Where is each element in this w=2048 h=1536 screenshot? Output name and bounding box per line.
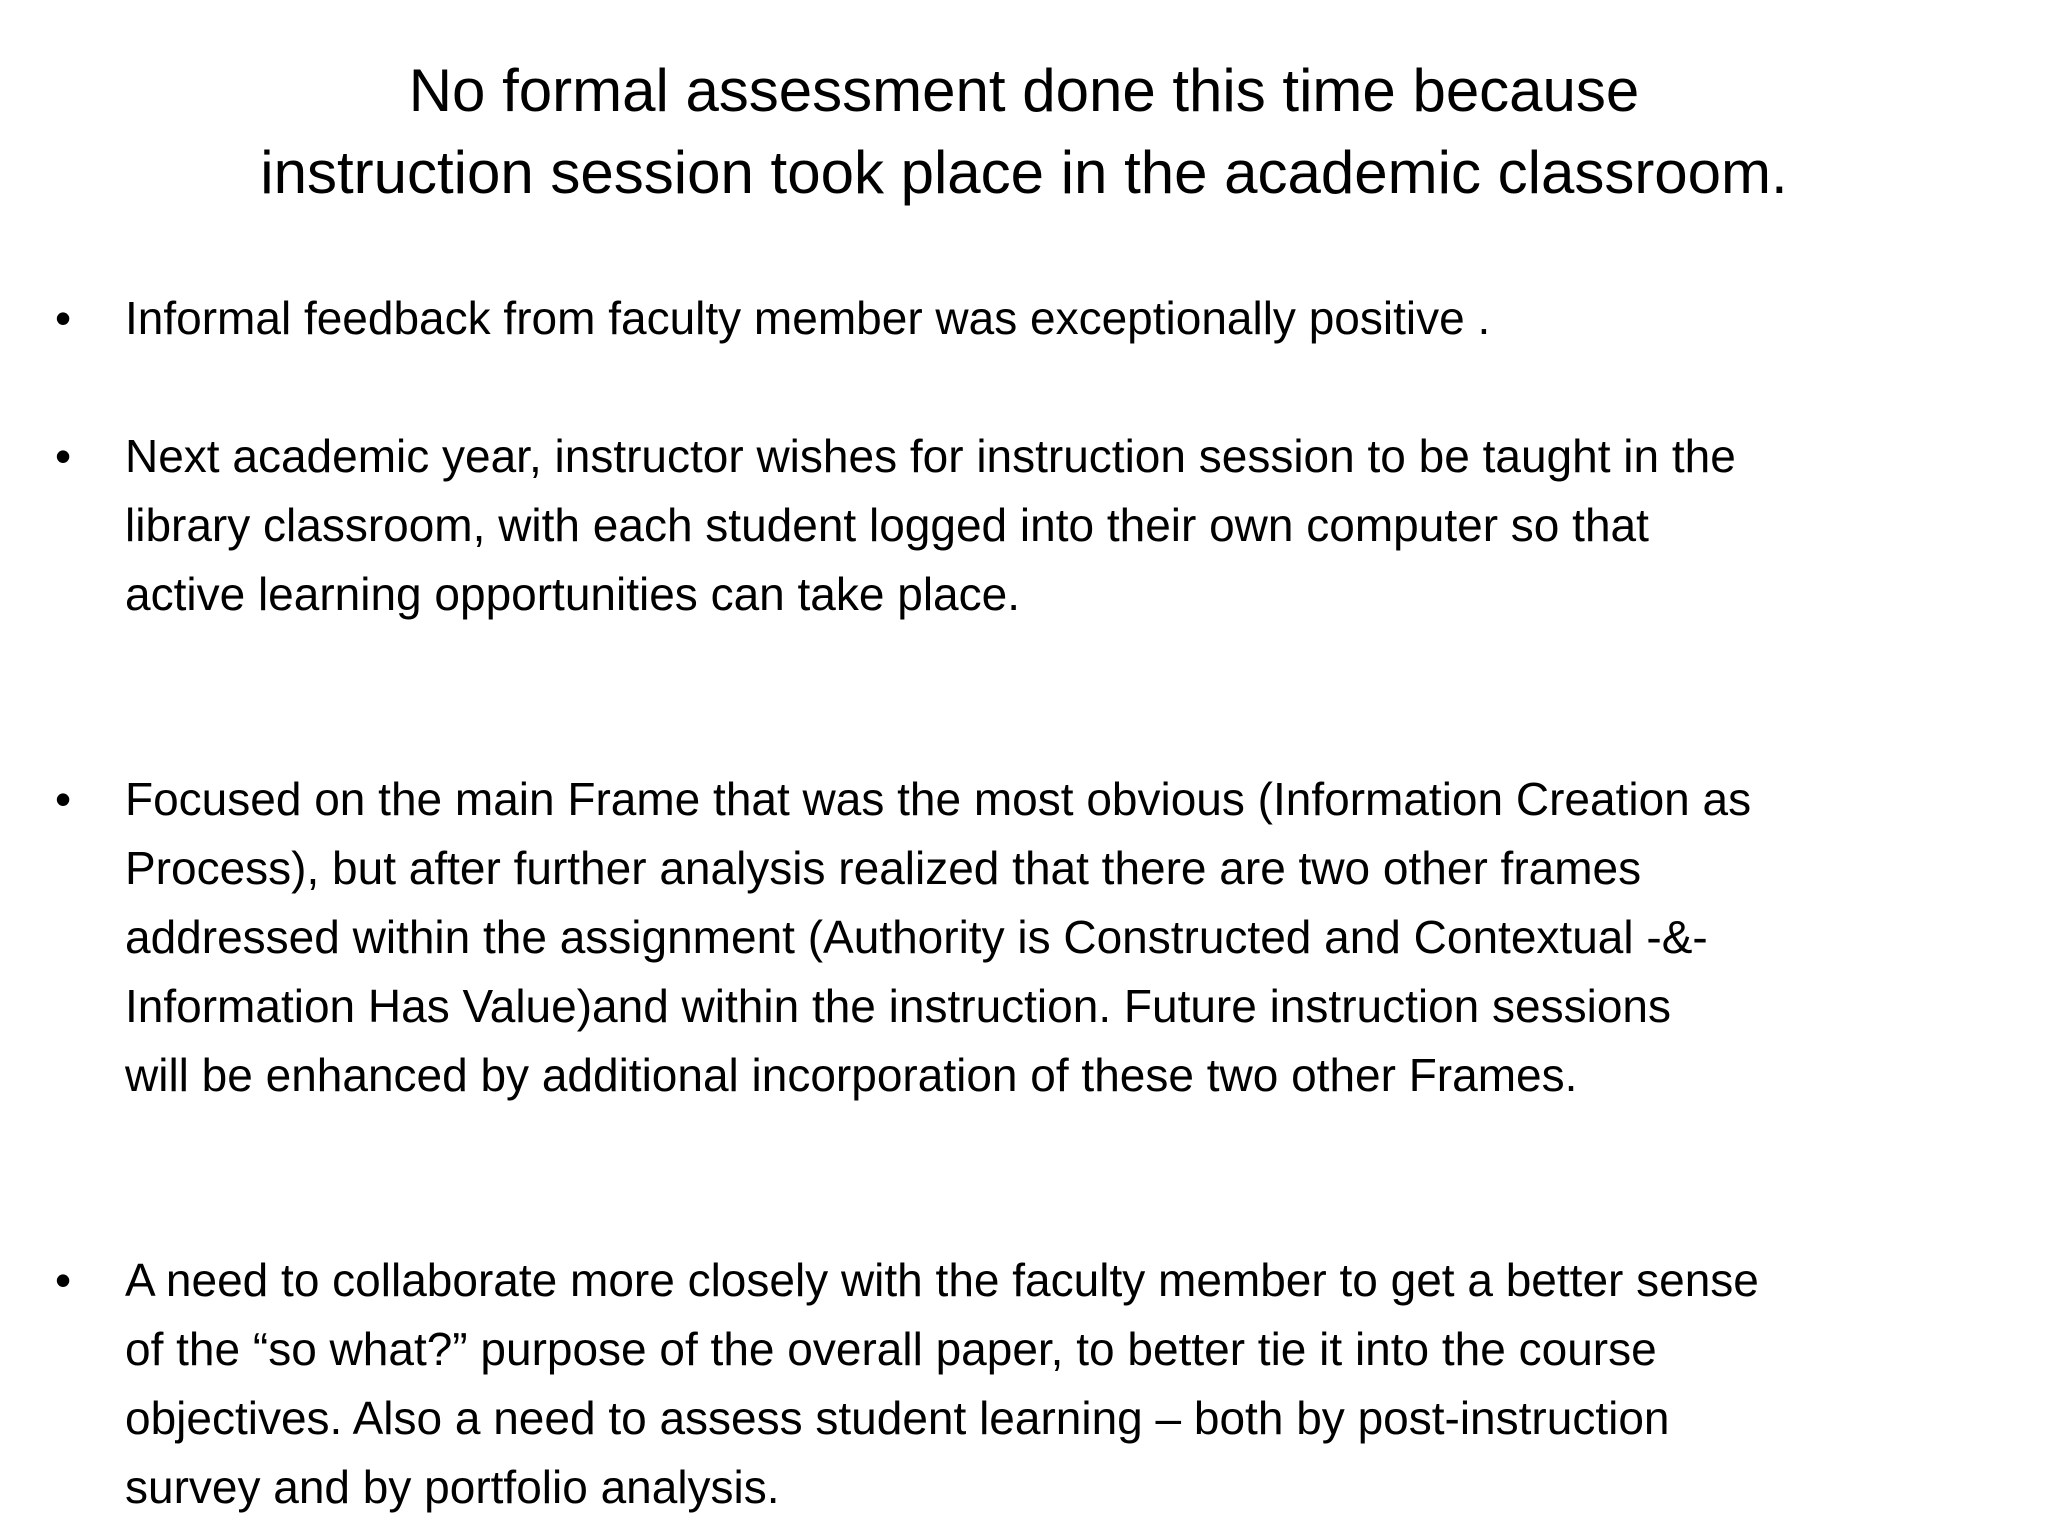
bullet-icon: • [55,292,72,344]
bullet-item-collaborate [55,1246,2015,1522]
bullet-text [125,765,2015,1110]
bullet-line: A need to collaborate more closely with the faculty member to get a better sense [125,1254,1759,1306]
bullet-icon: • [55,430,72,482]
bullet-line: library classroom, with each student logged into their own computer so that [125,499,1649,551]
title-line: No formal assessment done this time because [408,57,1640,124]
bullet-item-frames [55,765,2015,1110]
bullet-item-next-year [55,422,2015,629]
bullet-text [125,1246,2015,1522]
bullet-icon: • [55,773,72,825]
bullet-line: addressed within the assignment (Authority is Constructed and Contextual -&- [125,911,1708,963]
bullet-line: of the “so what?” purpose of the overall paper, to better tie it into the course [125,1323,1657,1375]
bullet-line: Information Has Value)and within the instruction. Future instruction sessions [125,980,1672,1032]
bullet-line: active learning opportunities can take place. [125,568,1021,620]
bullet-line: Focused on the main Frame that was the most obvious (Information Creation as [125,773,1752,825]
title-line: instruction session took place in the academic classroom. [260,139,1788,206]
bullet-line: will be enhanced by additional incorporation of these two other Frames. [125,1049,1578,1101]
bullet-line: objectives. Also a need to assess student learning – both by post-instruction [125,1392,1670,1444]
bullet-text [125,284,2015,353]
bullet-line: Process), but after further analysis realized that there are two other frames [125,842,1642,894]
bullet-line: Informal feedback from faculty member was exceptionally positive . [125,292,1491,344]
bullet-text [125,422,2015,629]
bullet-line: Next academic year, instructor wishes for instruction session to be taught in the [125,430,1736,482]
bullet-icon: • [55,1254,72,1306]
bullet-line: survey and by portfolio analysis. [125,1461,780,1513]
bullet-item-feedback [55,284,2015,353]
slide-title [0,50,2048,214]
